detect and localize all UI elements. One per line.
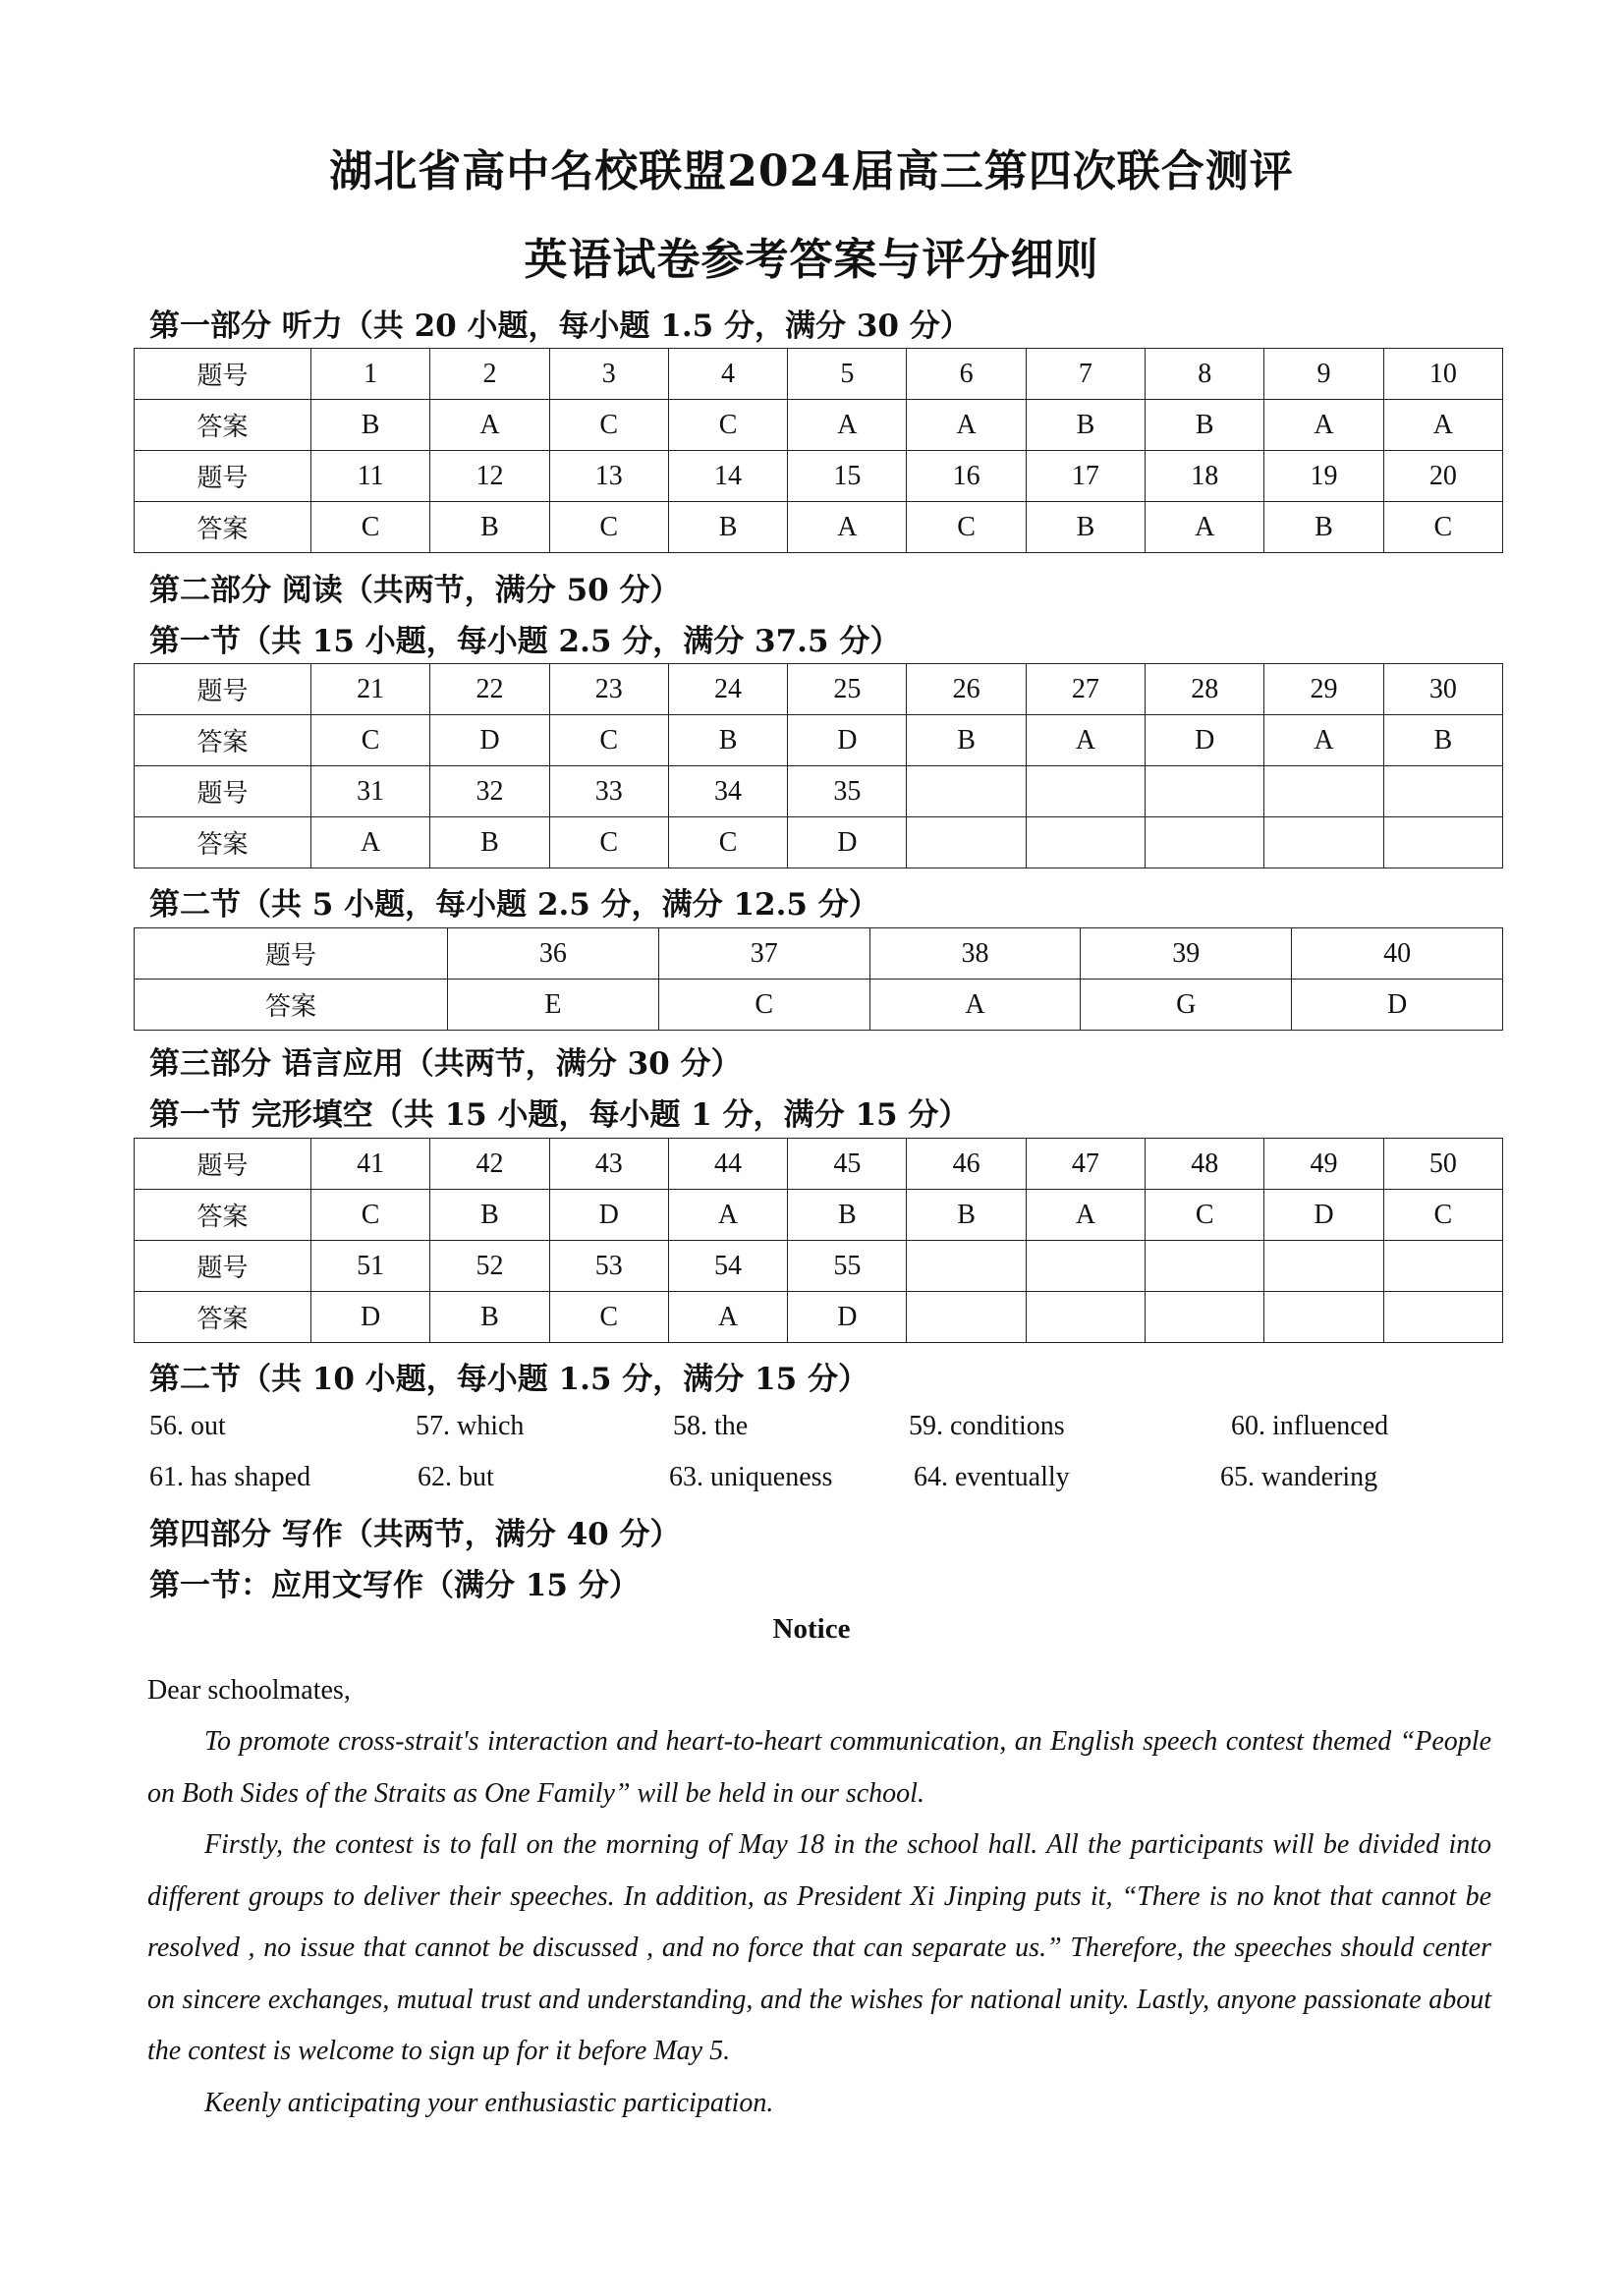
question-number-cell: 55: [788, 1241, 907, 1292]
grammar-answer: 65. wandering: [1220, 1462, 1378, 1492]
notice-body: [147, 1716, 1491, 2129]
answer-cell: C: [549, 502, 668, 553]
answer-cell: C: [549, 1292, 668, 1343]
question-number-cell: [1146, 1241, 1264, 1292]
question-number-cell: [1026, 1241, 1145, 1292]
answer-cell: C: [907, 502, 1026, 553]
question-number-cell: 43: [549, 1139, 668, 1190]
table-row: [135, 817, 1503, 868]
part3-section2-heading: 第二节（共 10 小题，每小题 1.5 分，满分 15 分）: [149, 1362, 868, 1397]
question-number-cell: 45: [788, 1139, 907, 1190]
question-number-cell: [1146, 766, 1264, 817]
question-number-cell: 35: [788, 766, 907, 817]
question-number-cell: 8: [1146, 349, 1264, 400]
answer-cell: D: [1292, 980, 1503, 1031]
answer-cell: C: [311, 502, 430, 553]
question-number-cell: 11: [311, 451, 430, 502]
answer-cell: B: [788, 1190, 907, 1241]
question-number-cell: 37: [658, 928, 869, 980]
table-row: [135, 400, 1503, 451]
table-row: [135, 349, 1503, 400]
question-number-cell: 4: [668, 349, 787, 400]
answer-cell: B: [430, 1190, 549, 1241]
grammar-answer: 62. but: [418, 1462, 494, 1492]
question-number-cell: 10: [1383, 349, 1502, 400]
answer-cell: A: [668, 1190, 787, 1241]
answer-cell: [1383, 817, 1502, 868]
answer-label-cell: 答案: [135, 502, 311, 553]
question-number-cell: [907, 1241, 1026, 1292]
answer-cell: D: [549, 1190, 668, 1241]
question-number-cell: 9: [1264, 349, 1383, 400]
grammar-answer: 58. the: [673, 1411, 749, 1441]
question-number-cell: 49: [1264, 1139, 1383, 1190]
answer-cell: A: [668, 1292, 787, 1343]
question-number-cell: 6: [907, 349, 1026, 400]
question-number-cell: 26: [907, 664, 1026, 715]
answer-cell: A: [1026, 1190, 1145, 1241]
answer-cell: [1264, 1292, 1383, 1343]
answer-cell: A: [1026, 715, 1145, 766]
answer-cell: B: [907, 1190, 1026, 1241]
question-number-cell: 47: [1026, 1139, 1145, 1190]
answer-cell: C: [1146, 1190, 1264, 1241]
part2-section2-answer-table: [134, 927, 1503, 1031]
question-number-cell: 30: [1383, 664, 1502, 715]
answer-label-cell: 答案: [135, 715, 311, 766]
answer-cell: A: [869, 980, 1081, 1031]
answer-cell: B: [1026, 400, 1145, 451]
question-number-cell: 16: [907, 451, 1026, 502]
grammar-answer: 64. eventually: [914, 1462, 1070, 1492]
answer-cell: C: [311, 1190, 430, 1241]
answer-cell: [907, 1292, 1026, 1343]
part3-section1-heading: 第一节 完形填空（共 15 小题，每小题 1 分，满分 15 分）: [149, 1097, 970, 1133]
question-label-cell: 题号: [135, 1139, 311, 1190]
grammar-answer: 61. has shaped: [149, 1462, 311, 1492]
question-label-cell: 题号: [135, 928, 448, 980]
question-number-cell: 33: [549, 766, 668, 817]
answer-label-cell: 答案: [135, 817, 311, 868]
question-number-cell: 17: [1026, 451, 1145, 502]
answer-cell: B: [1264, 502, 1383, 553]
question-number-cell: 7: [1026, 349, 1145, 400]
question-number-cell: 28: [1146, 664, 1264, 715]
answer-cell: E: [448, 980, 659, 1031]
grammar-answer: 63. uniqueness: [669, 1462, 833, 1492]
question-label-cell: 题号: [135, 349, 311, 400]
answer-label-cell: 答案: [135, 1292, 311, 1343]
part1-heading: 第一部分 听力（共 20 小题，每小题 1.5 分，满分 30 分）: [149, 308, 971, 344]
question-number-cell: 22: [430, 664, 549, 715]
part4-heading: 第四部分 写作（共两节，满分 40 分）: [149, 1517, 681, 1552]
table-row: [135, 451, 1503, 502]
answer-cell: [1383, 1292, 1502, 1343]
answer-cell: C: [1383, 502, 1502, 553]
question-number-cell: 15: [788, 451, 907, 502]
answer-cell: B: [1383, 715, 1502, 766]
question-number-cell: [1264, 1241, 1383, 1292]
part2-section1-heading: 第一节（共 15 小题，每小题 2.5 分，满分 37.5 分）: [149, 624, 901, 659]
question-number-cell: 34: [668, 766, 787, 817]
answer-cell: B: [668, 502, 787, 553]
question-number-cell: 42: [430, 1139, 549, 1190]
answer-cell: B: [1026, 502, 1145, 553]
question-number-cell: [1264, 766, 1383, 817]
answer-cell: C: [668, 817, 787, 868]
question-number-cell: 21: [311, 664, 430, 715]
question-number-cell: [907, 766, 1026, 817]
question-number-cell: 48: [1146, 1139, 1264, 1190]
answer-label-cell: 答案: [135, 980, 448, 1031]
answer-cell: B: [668, 715, 787, 766]
question-number-cell: 46: [907, 1139, 1026, 1190]
answer-cell: A: [788, 400, 907, 451]
answer-cell: A: [907, 400, 1026, 451]
answer-cell: [1264, 817, 1383, 868]
question-number-cell: 40: [1292, 928, 1503, 980]
table-row: [135, 1292, 1503, 1343]
answer-cell: A: [1264, 400, 1383, 451]
answer-cell: A: [1264, 715, 1383, 766]
answer-cell: C: [668, 400, 787, 451]
table-row: [135, 715, 1503, 766]
part3-heading: 第三部分 语言应用（共两节，满分 30 分）: [149, 1046, 742, 1082]
question-number-cell: 3: [549, 349, 668, 400]
question-number-cell: 51: [311, 1241, 430, 1292]
question-label-cell: 题号: [135, 766, 311, 817]
part2-section2-heading: 第二节（共 5 小题，每小题 2.5 分，满分 12.5 分）: [149, 887, 879, 923]
answer-cell: D: [788, 1292, 907, 1343]
question-number-cell: 23: [549, 664, 668, 715]
question-number-cell: 41: [311, 1139, 430, 1190]
question-number-cell: 50: [1383, 1139, 1502, 1190]
part4-section1-heading: 第一节：应用文写作（满分 15 分）: [149, 1568, 640, 1603]
question-number-cell: [1383, 766, 1502, 817]
table-row: [135, 1190, 1503, 1241]
question-number-cell: 32: [430, 766, 549, 817]
table-row: [135, 980, 1503, 1031]
answer-cell: C: [658, 980, 869, 1031]
answer-cell: B: [907, 715, 1026, 766]
notice-title: Notice: [772, 1613, 851, 1645]
answer-cell: [1146, 817, 1264, 868]
notice-paragraph: Keenly anticipating your enthusiastic participation.: [204, 2087, 774, 2118]
notice-salutation: Dear schoolmates,: [147, 1675, 351, 1706]
answer-cell: B: [430, 817, 549, 868]
answer-label-cell: 答案: [135, 400, 311, 451]
table-row: [135, 1139, 1503, 1190]
grammar-answer: 60. influenced: [1231, 1411, 1389, 1441]
answer-cell: [1146, 1292, 1264, 1343]
answer-cell: G: [1081, 980, 1292, 1031]
table-row: [135, 664, 1503, 715]
question-number-cell: 18: [1146, 451, 1264, 502]
question-number-cell: 19: [1264, 451, 1383, 502]
answer-cell: D: [1146, 715, 1264, 766]
question-number-cell: 39: [1081, 928, 1292, 980]
answer-cell: [1026, 1292, 1145, 1343]
table-row: [135, 766, 1503, 817]
question-number-cell: 5: [788, 349, 907, 400]
question-label-cell: 题号: [135, 451, 311, 502]
answer-cell: B: [311, 400, 430, 451]
question-number-cell: 1: [311, 349, 430, 400]
question-number-cell: 29: [1264, 664, 1383, 715]
question-number-cell: 38: [869, 928, 1081, 980]
question-number-cell: 54: [668, 1241, 787, 1292]
answer-cell: C: [1383, 1190, 1502, 1241]
table-row: [135, 928, 1503, 980]
question-number-cell: 20: [1383, 451, 1502, 502]
part3-section1-answer-table: [134, 1138, 1503, 1343]
question-number-cell: 36: [448, 928, 659, 980]
table-row: [135, 1241, 1503, 1292]
answer-cell: A: [1383, 400, 1502, 451]
grammar-answer: 57. which: [416, 1411, 525, 1441]
answer-cell: A: [1146, 502, 1264, 553]
answer-cell: [1026, 817, 1145, 868]
answer-cell: C: [311, 715, 430, 766]
answer-cell: D: [311, 1292, 430, 1343]
answer-cell: C: [549, 715, 668, 766]
answer-cell: D: [1264, 1190, 1383, 1241]
question-number-cell: 12: [430, 451, 549, 502]
answer-cell: B: [1146, 400, 1264, 451]
question-number-cell: 13: [549, 451, 668, 502]
grammar-answer: 59. conditions: [909, 1411, 1065, 1441]
answer-cell: A: [311, 817, 430, 868]
question-label-cell: 题号: [135, 1241, 311, 1292]
question-number-cell: 52: [430, 1241, 549, 1292]
document-title: 湖北省高中名校联盟2024届高三第四次联合测评: [329, 146, 1294, 196]
table-row: [135, 502, 1503, 553]
notice-paragraph: Firstly, the contest is to fall on the morning of May 18 in the school hall. All the participants will be divided into different groups to deliver their speeches. In addition, as President Xi Jinping puts it, “There is no knot that cannot be resolved , no issue that cannot be discussed , and no force that can separate us.” Therefore, the speeches should center on sincere exchanges, mutual trust and understanding, and the wishes for national unity. Lastly, anyone passionate about the contest is welcome to sign up for it before May 5.: [147, 1829, 1491, 2066]
question-number-cell: 31: [311, 766, 430, 817]
answer-cell: [907, 817, 1026, 868]
answer-cell: A: [788, 502, 907, 553]
answer-label-cell: 答案: [135, 1190, 311, 1241]
question-label-cell: 题号: [135, 664, 311, 715]
answer-cell: D: [788, 715, 907, 766]
answer-cell: D: [430, 715, 549, 766]
question-number-cell: 2: [430, 349, 549, 400]
question-number-cell: 53: [549, 1241, 668, 1292]
question-number-cell: [1026, 766, 1145, 817]
question-number-cell: 25: [788, 664, 907, 715]
question-number-cell: 24: [668, 664, 787, 715]
part2-heading: 第二部分 阅读（共两节，满分 50 分）: [149, 573, 681, 608]
question-number-cell: 44: [668, 1139, 787, 1190]
notice-paragraph: To promote cross-strait's interaction and heart-to-heart communication, an English speech contest themed “People on Both Sides of the Straits as One Family” will be held in our school.: [147, 1726, 1491, 1809]
answer-cell: A: [430, 400, 549, 451]
part1-answer-table: [134, 348, 1503, 553]
answer-cell: B: [430, 1292, 549, 1343]
part2-section1-answer-table: [134, 663, 1503, 868]
answer-cell: D: [788, 817, 907, 868]
grammar-answer: 56. out: [149, 1411, 226, 1441]
question-number-cell: [1383, 1241, 1502, 1292]
answer-cell: C: [549, 817, 668, 868]
answer-cell: C: [549, 400, 668, 451]
question-number-cell: 14: [668, 451, 787, 502]
document-subtitle: 英语试卷参考答案与评分细则: [524, 235, 1099, 285]
answer-cell: B: [430, 502, 549, 553]
question-number-cell: 27: [1026, 664, 1145, 715]
